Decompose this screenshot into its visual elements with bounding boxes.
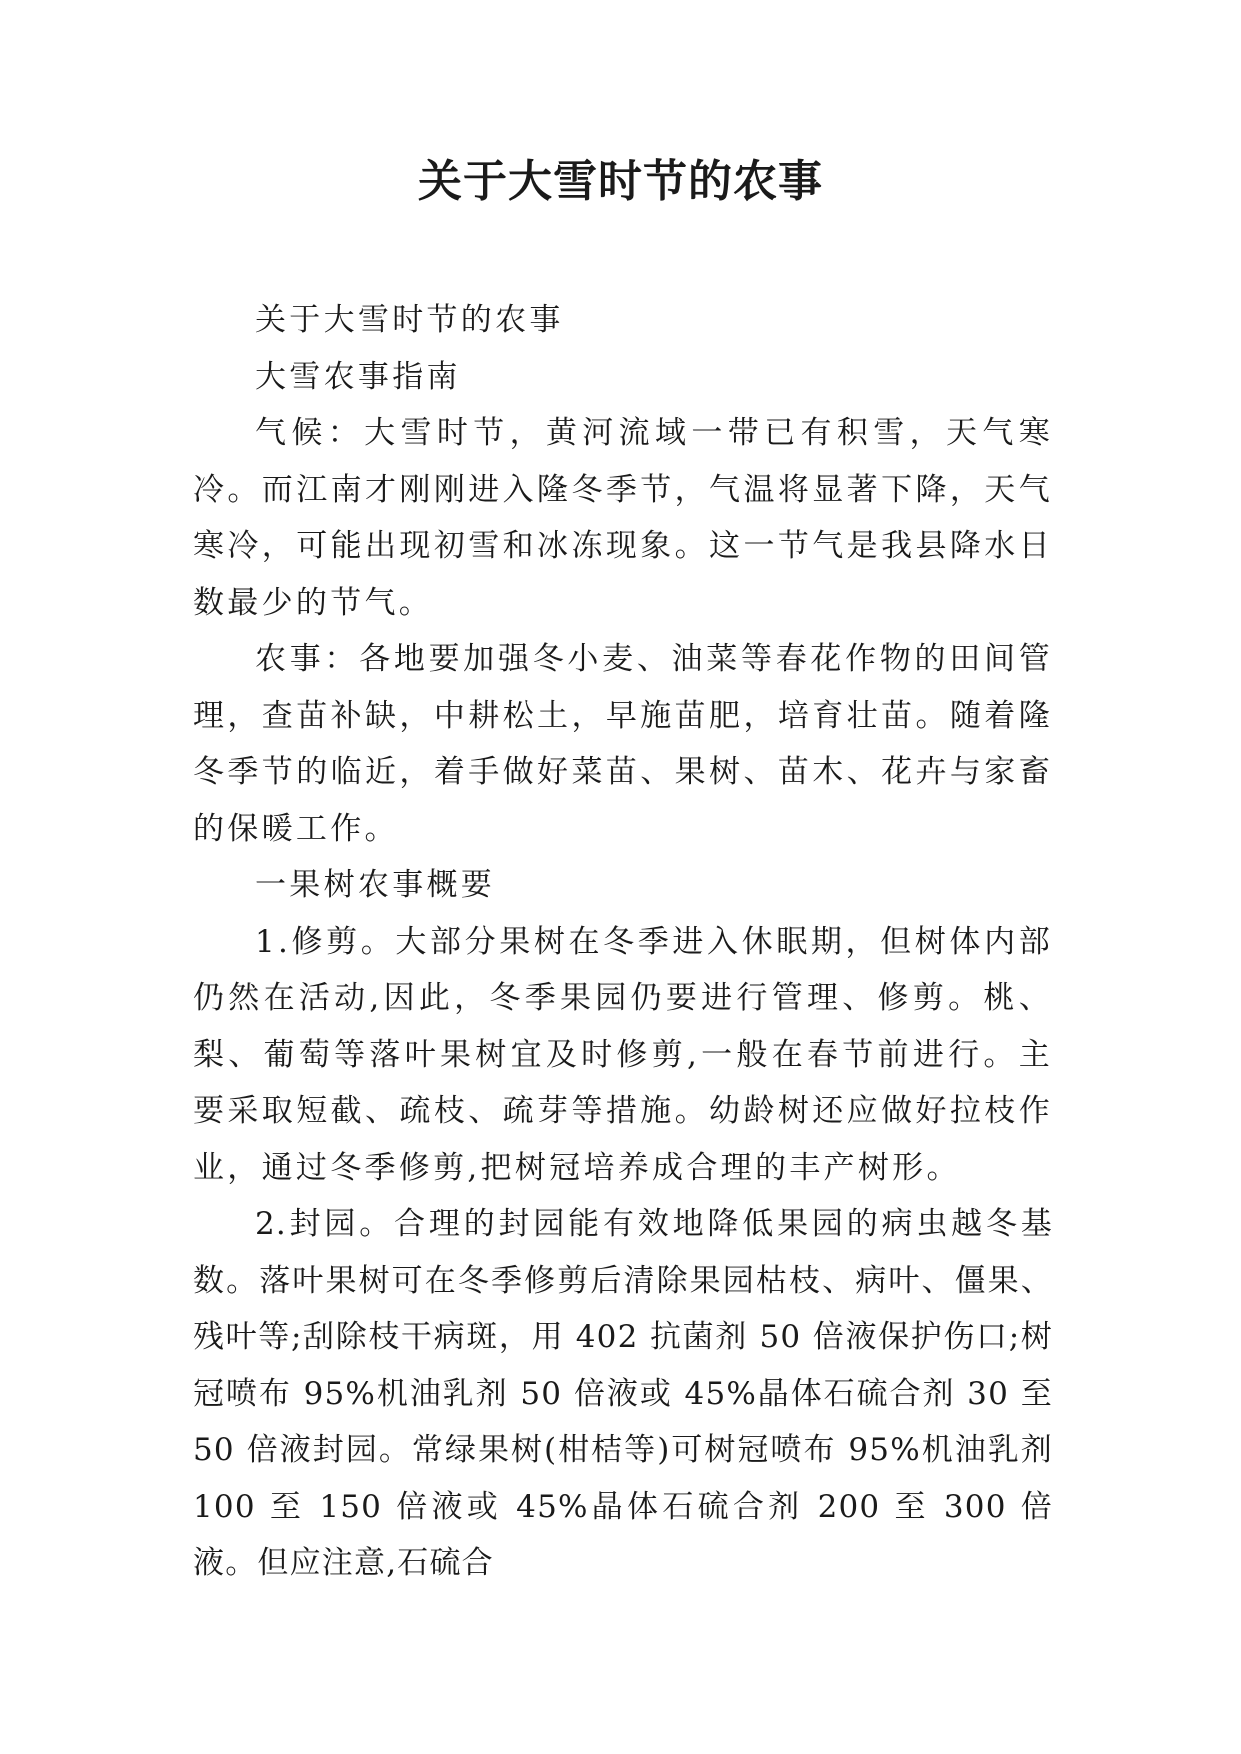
paragraph-orchard-sealing: 2.封园。合理的封园能有效地降低果园的病虫越冬基数。落叶果树可在冬季修剪后清除果园枯枝、病叶、僵果、残叶等;刮除枝干病斑，用 402 抗菌剂 50 倍液保护伤口;树冠喷布 95%机油乳剂 50 倍液或 45%晶体石硫合剂 30 至 50 倍液封园。常绿果树(柑桔等)可树冠喷布 95%机油乳剂 100 至 150 倍液或 45%晶体石硫合剂 200 至 300 倍液。但应注意,石硫合 — [193, 1206, 1053, 1581]
paragraph-pruning: 1.修剪。大部分果树在冬季进入休眠期，但树体内部仍然在活动,因此，冬季果园仍要进行管理、修剪。桃、梨、葡萄等落叶果树宜及时修剪,一般在春节前进行。主要采取短截、疏枝、疏芽等措施。幼龄树还应做好拉枝作业，通过冬季修剪,把树冠培养成合理的丰产树形。 — [193, 923, 1053, 1186]
document-body — [193, 292, 1053, 1592]
paragraph-farming: 农事：各地要加强冬小麦、油菜等春花作物的田间管理，查苗补缺，中耕松土，早施苗肥，培育壮苗。随着隆冬季节的临近，着手做好菜苗、果树、苗木、花卉与家畜的保暖工作。 — [193, 641, 1053, 847]
document-title: 关于大雪时节的农事 — [418, 156, 823, 207]
paragraph-heading: 关于大雪时节的农事 — [255, 302, 564, 338]
paragraph-subheading: 大雪农事指南 — [255, 358, 461, 395]
paragraph-climate: 气候：大雪时节，黄河流域一带已有积雪，天气寒冷。而江南才刚刚进入隆冬季节，气温将显著下降，天气寒冷，可能出现初雪和冰冻现象。这一节气是我县降水日数最少的节气。 — [193, 415, 1053, 621]
paragraph-section-heading: 一果树农事概要 — [255, 867, 496, 903]
